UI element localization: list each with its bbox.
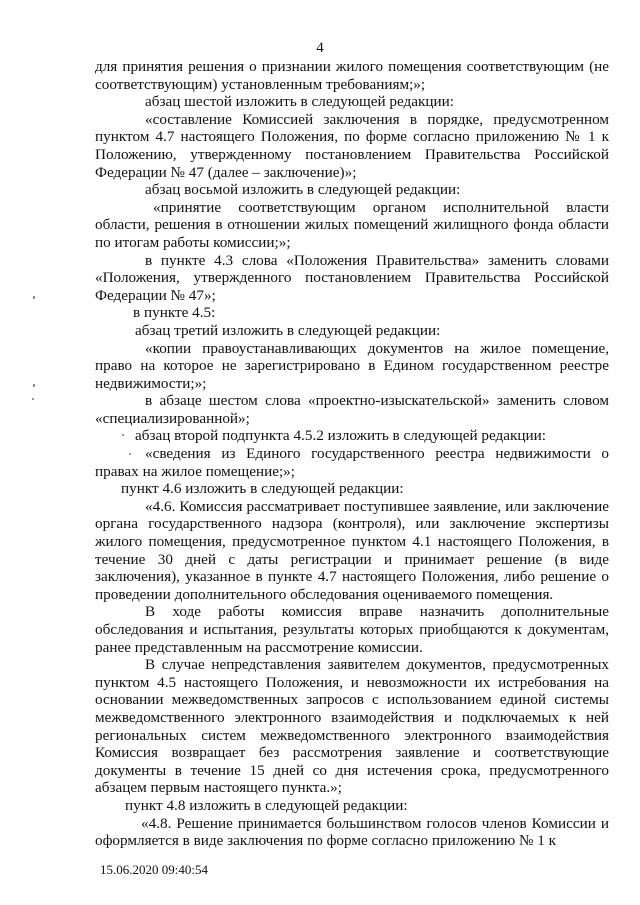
paragraph: «4.8. Решение принимается большинством голосов членов Комиссии и оформляется в виде заключения по форме согласно приложению № 1 к bbox=[95, 814, 609, 850]
paragraph: в абзаце шестом слова «проектно-изыскательской» заменить словом «специализированной»; bbox=[95, 392, 609, 427]
scan-speck bbox=[129, 453, 131, 455]
paragraph: «составление Комиссией заключения в порядке, предусмотренном пунктом 4.7 настоящего Положения, по форме согласно приложению № 1 к Положению, утвержденному постановлением Правительства Российской Федерации № 47 (далее – заключение)»; bbox=[95, 110, 609, 181]
paragraph: В ходе работы комиссия вправе назначить дополнительные обследования и испытания, результаты которых приобщаются к документам, ранее представленным на рассмотрение комиссии. bbox=[95, 603, 609, 656]
paragraph: «4.6. Комиссия рассматривает поступившее заявление, или заключение органа государственного надзора (контроля), или заключение экспертизы жилого помещения, предусмотренное пунктом 4.1 настоящего Положения, в течение 30 дней с даты регистрации и принимает решение (в виде заключения), указанное в пункте 4.7 настоящего Положения, либо решение о проведении дополнительного обследования оцениваемого помещения. bbox=[95, 497, 609, 603]
paragraph: абзац третий изложить в следующей редакции: bbox=[135, 321, 441, 339]
document-body bbox=[95, 58, 609, 850]
scan-speck bbox=[33, 296, 35, 299]
scan-speck bbox=[122, 434, 124, 436]
paragraph: в пункте 4.3 слова «Положения Правительства» заменить словами «Положения, утвержденного постановлением Правительства Российской Федерации № 47»; bbox=[95, 251, 609, 304]
paragraph: в пункте 4.5: bbox=[133, 304, 216, 322]
scan-speck bbox=[32, 398, 34, 400]
paragraph: абзац шестой изложить в следующей редакции: bbox=[145, 93, 454, 111]
page-number: 4 bbox=[316, 40, 324, 56]
scan-speck bbox=[33, 384, 35, 387]
paragraph: В случае непредставления заявителем документов, предусмотренных пунктом 4.5 настоящего Положения, и невозможности их истребования на основании межведомственных запросов с использованием единой системы межведомственного электронного взаимодействия и подключаемых к ней региональных систем межведомственного электронного взаимодействия Комиссия возвращает без рассмотрения заявление и соответствующие документы в течение 15 дней со дня истечения срока, предусмотренного абзацем первым настоящего пункта.»; bbox=[95, 656, 609, 797]
footer-timestamp: 15.06.2020 09:40:54 bbox=[100, 862, 208, 877]
paragraph: «сведения из Единого государственного реестра недвижимости о правах на жилое помещение;»; bbox=[95, 445, 609, 480]
paragraph: абзац второй подпункта 4.5.2 изложить в следующей редакции: bbox=[135, 427, 546, 445]
paragraph: «копии правоустанавливающих документов на жилое помещение, право на которое не зарегистрировано в Едином государственном реестре недвижимости;»; bbox=[95, 339, 609, 392]
paragraph: пункт 4.8 изложить в следующей редакции: bbox=[125, 796, 408, 814]
paragraph: «принятие соответствующим органом исполнительной власти области, решения в отношении жилых помещений жилищного фонда области по итогам работы комиссии;»; bbox=[95, 198, 609, 251]
paragraph: абзац восьмой изложить в следующей редакции: bbox=[145, 181, 461, 199]
paragraph: для принятия решения о признании жилого помещения соответствующим (не соответствующим) установленным требованиям;»; bbox=[95, 58, 609, 93]
paragraph: пункт 4.6 изложить в следующей редакции: bbox=[121, 480, 404, 498]
